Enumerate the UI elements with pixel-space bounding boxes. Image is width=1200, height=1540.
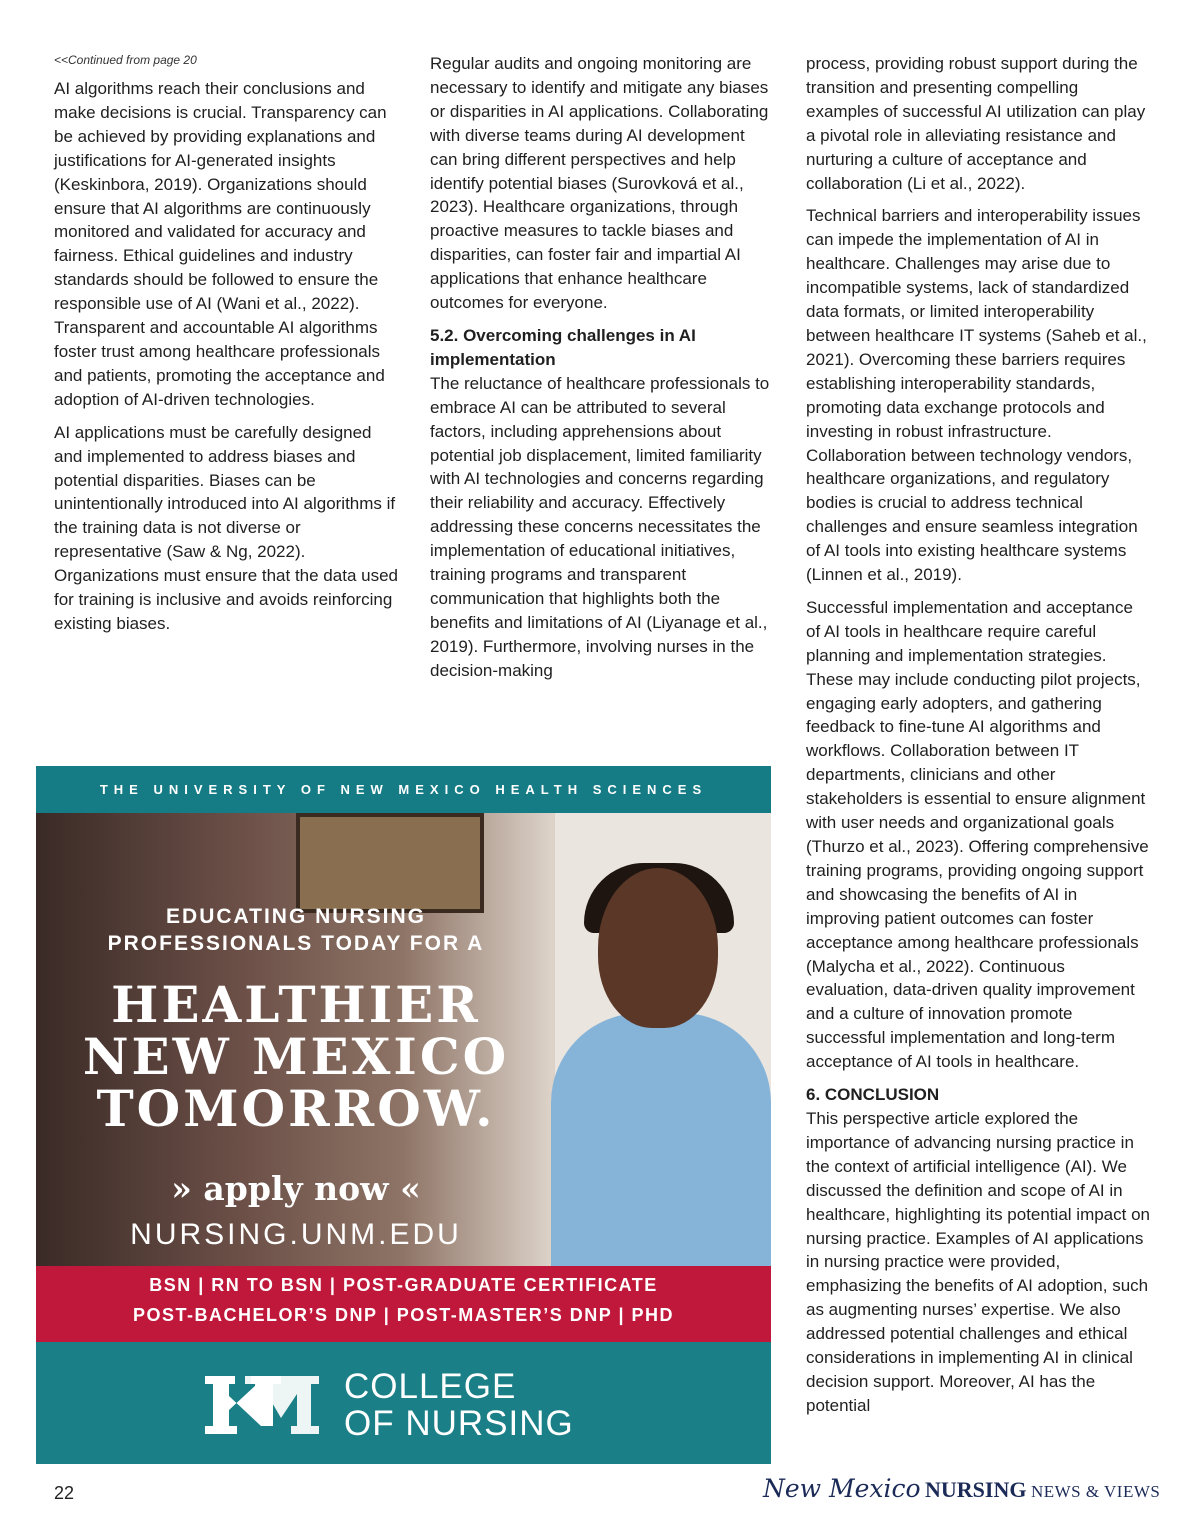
ad-headline-line: HEALTHIER [111,975,481,1034]
ad-headline-block [36,883,556,1252]
page-number: 22 [54,1483,75,1503]
paragraph: process, providing robust support during the transition and presenting compelling examples of successful AI utilization can play a pivotal role in alleviating resistance and nurturing a culture of acceptance and collaboration (Li et al., 2022). [806,54,1146,193]
apply-now-link[interactable] [36,1169,556,1208]
unm-logo [201,1370,323,1440]
article-column-2 [430,52,775,692]
advertisement[interactable] [36,766,771,1464]
arrow-left-icon: « [400,1169,421,1208]
continued-note: <<Continued from page 20 [54,53,197,67]
ad-headline-line: NEW MEXICO [82,1027,510,1086]
nurse-face [598,868,718,1028]
paragraph: AI applications must be carefully designed and implemented to address biases and potential disparities. Biases can be unintentionally introduced into AI algorithms if the training data is not diverse or representative (Saw & Ng, 2022). Organizations must ensure that the data used for training is inclusive and avoids reinforcing existing biases. [54,422,398,633]
college-name [344,1368,574,1442]
section-heading: 6. CONCLUSION [806,1085,940,1105]
paragraph: The reluctance of healthcare professionals to embrace AI can be attributed to several factors, including apprehensions about potential job displacement, limited familiarity with AI technologies and concerns regarding their reliability and accuracy. Effectively addressing these concerns necessitates the implementation of educational initiatives, training programs and transparent communication that highlights both the benefits and limitations of AI (Liyanage et al., 2019). Furthermore, involving nurses in the decision-making [430,373,770,680]
ad-footer [36,1342,771,1464]
ad-subheadline [36,903,556,957]
masthead [763,1474,1160,1503]
apply-now-label: apply now [203,1169,389,1208]
article-column-3 [806,52,1151,1427]
ad-subheadline-line: EDUCATING NURSING [166,905,426,928]
paragraph: Regular audits and ongoing monitoring are necessary to identify and mitigate any biases or disparities in AI applications. Collaborating with diverse teams during AI development can bring different perspectives and help identify potential biases (Surovková et al., 2023). Healthcare organizations, through proactive measures to tackle biases and disparities, can foster fair and impartial AI applications that enhance healthcare outcomes for everyone. [430,54,769,313]
ad-headline [36,975,556,1138]
program-line: BSN | RN TO BSN | POST-GRADUATE CERTIFICATE [149,1275,658,1295]
ad-photo [36,813,771,1333]
program-list [36,1266,771,1346]
college-name-line: COLLEGE [344,1367,517,1406]
section-heading: 5.2. Overcoming challenges in AI implementation [430,325,696,369]
ad-url-link[interactable]: NURSING.UNM.EDU [130,1218,462,1251]
ad-header: THE UNIVERSITY OF NEW MEXICO HEALTH SCIENCES [36,766,771,813]
college-name-line: OF NURSING [344,1404,574,1443]
ad-subheadline-line: PROFESSIONALS TODAY FOR A [107,932,485,955]
paragraph: Technical barriers and interoperability issues can impede the implementation of AI in healthcare. Challenges may arise due to incompatible systems, lack of standardized data formats, or limited interoperability between healthcare IT systems (Saheb et al., 2021). Overcoming these barriers requires establishing interoperability standards, promoting data exchange protocols and investing in robust infrastructure. Collaboration between technology vendors, healthcare organizations, and regulatory bodies is crucial to address technical challenges and ensure seamless integration of AI tools into existing healthcare systems (Linnen et al., 2019). [806,206,1147,585]
masthead-script: New Mexico [763,1474,921,1503]
program-line: POST-BACHELOR’S DNP | POST-MASTER’S DNP | PHD [133,1305,674,1325]
masthead-news-views: NEWS & VIEWS [1030,1482,1161,1501]
arrow-right-icon: » [171,1169,192,1208]
paragraph: This perspective article explored the importance of advancing nursing practice in the context of artificial intelligence (AI). We discussed the definition and scope of AI in healthcare, highlighting its potential impact on nursing practice. Examples of AI applications in nursing practice were provided, emphasizing the benefits of AI adoption, such as augmenting nurses’ expertise. We also addressed potential challenges and ethical considerations in implementing AI in clinical decision support. Moreover, AI has the potential [806,1108,1150,1415]
masthead-nursing: NURSING [925,1477,1027,1502]
ad-headline-line: TOMORROW. [96,1079,496,1138]
paragraph: Successful implementation and acceptance of AI tools in healthcare require careful planning and implementation strategies. These may include conducting pilot projects, engaging early adopters, and gathering feedback to fine-tune AI algorithms and workflows. Collaboration between IT departments, clinicians and other stakeholders is essential to ensure alignment with user needs and organizational goals (Thurzo et al., 2023). Offering comprehensive training programs, providing ongoing support and showcasing the benefits of AI in improving patient outcomes can foster acceptance among healthcare professionals (Malycha et al., 2022). Continuous evaluation, data-driven quality improvement and a culture of innovation promote successful implementation and long-term acceptance of AI tools in healthcare. [806,597,1149,1072]
article-column-1 [54,52,398,645]
paragraph: AI algorithms reach their conclusions and make decisions is crucial. Transparency can be achieved by providing explanations and justifications for AI-generated insights (Keskinbora, 2019). Organizations should ensure that AI algorithms are continuously monitored and validated for accuracy and fairness. Ethical guidelines and industry standards should be followed to ensure the responsible use of AI (Wani et al., 2022). Transparent and accountable AI algorithms foster trust among healthcare professionals and patients, promoting the acceptance and adoption of AI-driven technologies. [54,79,387,409]
